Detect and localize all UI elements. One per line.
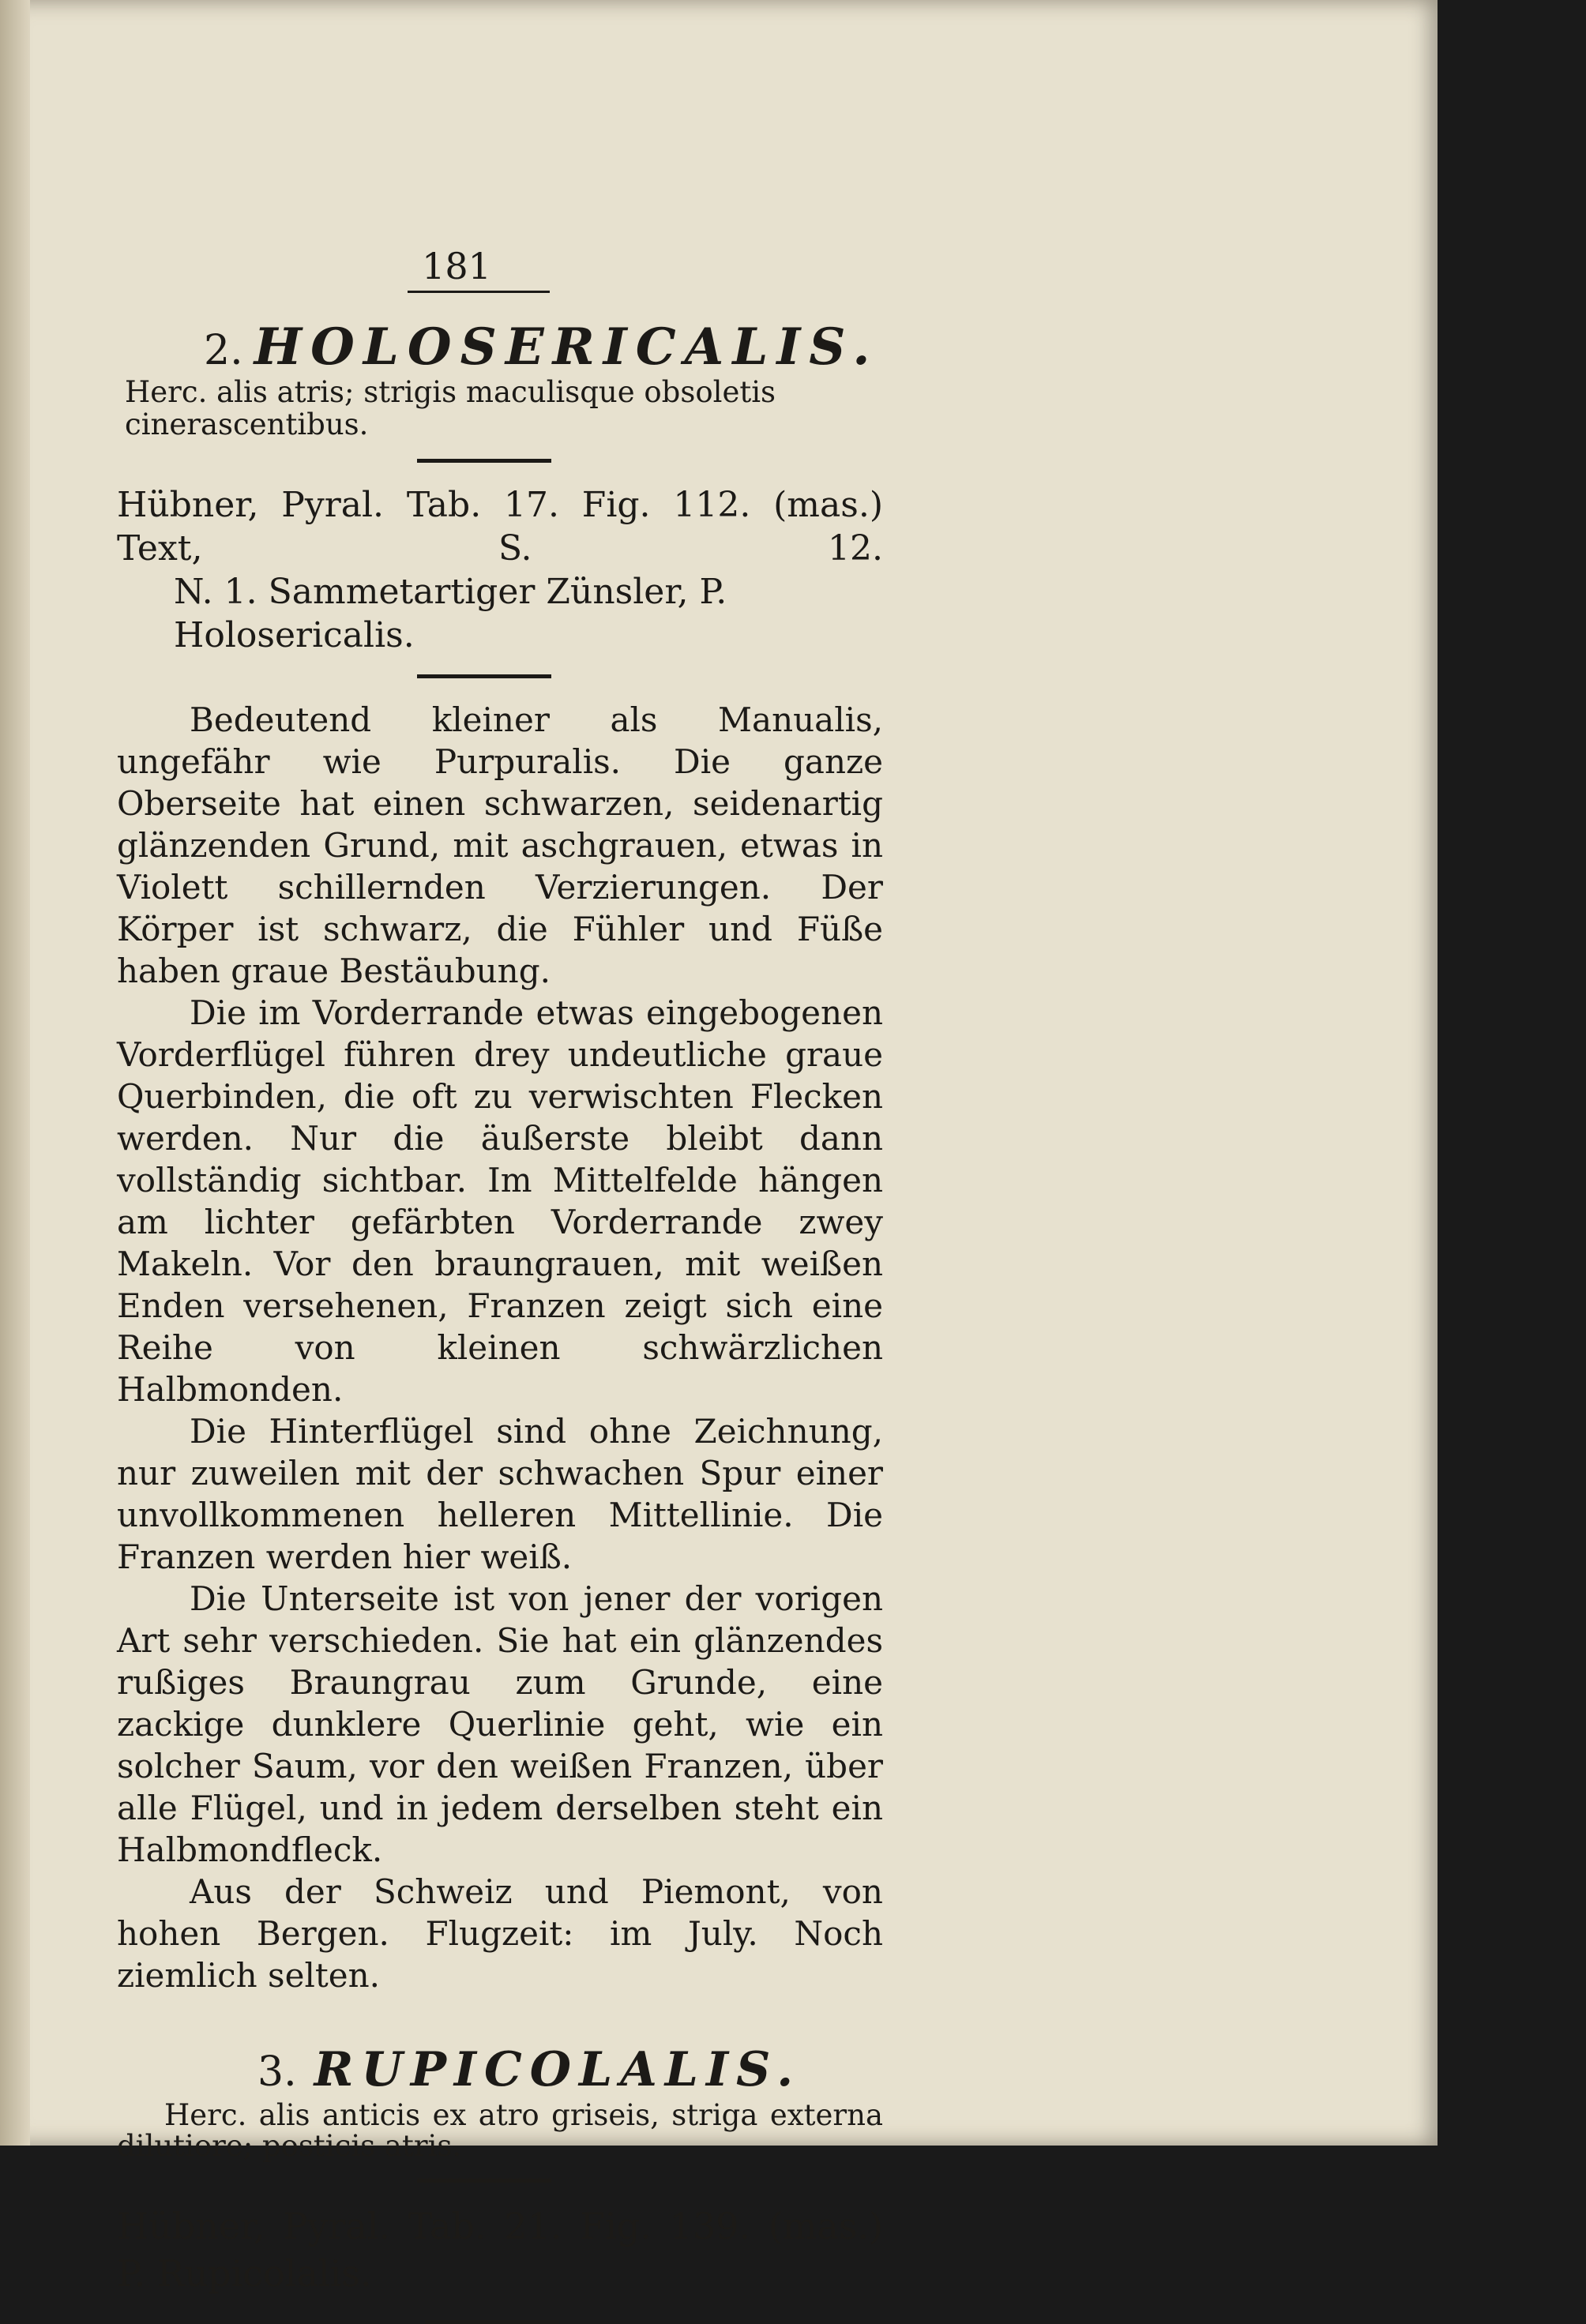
species-heading (204, 317, 883, 377)
section-rule (425, 2320, 559, 2324)
description-paragraph: Die Hinterflügel sind ohne Zeichnung, nur zuweilen mit der schwachen Spur einer unvollkommenen helleren Mittellinie. Die Franzen werden hier weiß. (117, 1411, 883, 1576)
species-entry-holosericalis (117, 317, 883, 1996)
species-entry-rupicolalis (117, 2041, 883, 2324)
species-name: HOLOSERICALIS. (254, 317, 879, 377)
description-paragraph: Die im Vorderrande etwas eingebogenen Vorderflügel führen drey undeutliche graue Querbinden, die oft zu verwischten Flecken werden. Nur die äußerste bleibt dann vollständig sichtbar. Im Mittelfelde hängen am lichter gefärbten Vorderrande zwey Makeln. Vor den braungrauen, mit weißen Enden versehenen, Franzen zeigt sich eine Reihe von kleinen schwärzlichen Halbmonden. (117, 993, 883, 1409)
reference-line: Hübner, Pyral. Tab. 21. Fig. 139. (mas.) P. Rupicolalis. (117, 2205, 883, 2296)
species-heading (257, 2041, 883, 2097)
species-number: 2. (204, 327, 243, 374)
section-rule (417, 674, 551, 678)
species-diagnosis: Herc. alis anticis ex atro griseis, striga externa dilutiore; posticis atris. (117, 2097, 883, 2163)
description-paragraph: Aus der Schweiz und Piemont, von hohen Bergen. Flugzeit: im July. Noch ziemlich selten. (117, 1872, 883, 1995)
species-number: 3. (257, 2048, 297, 2096)
page-number-rule (408, 291, 550, 293)
reference-line-2: N. 1. Sammetartiger Zünsler, P. Holosericalis. (174, 571, 727, 655)
description-paragraph: Bedeutend kleiner als Manualis, ungefähr wie Purpuralis. Die ganze Oberseite hat einen schwarzen, seidenartig glänzenden Grund, mit aschgrauen, etwas in Violett schillernden Verzierungen. Der Körper ist schwarz, die Fühler und Füße haben graue Bestäubung. (117, 700, 883, 990)
reference-line-1: Hübner, Pyral. Tab. 17. Fig. 112. (mas.) Text, S. 12. (117, 484, 883, 569)
section-rule (417, 2179, 551, 2183)
species-name: RUPICOLALIS. (314, 2041, 802, 2097)
text-column (117, 245, 883, 2324)
page-spine-shadow (0, 0, 30, 2146)
page-number: 181 (422, 245, 491, 287)
section-rule (417, 459, 551, 463)
description-paragraph: Die Unterseite ist von jener der vorigen Art sehr verschieden. Sie hat ein glänzendes rußiges Braungrau zum Grunde, eine zackige dunklere Querlinie geht, wie ein solcher Saum, vor den weißen Franzen, über alle Flügel, und in jedem derselben steht ein Halbmondfleck. (117, 1579, 883, 1869)
species-diagnosis: Herc. alis atris; strigis maculisque obsoletis cinerascentibus. (125, 375, 776, 442)
